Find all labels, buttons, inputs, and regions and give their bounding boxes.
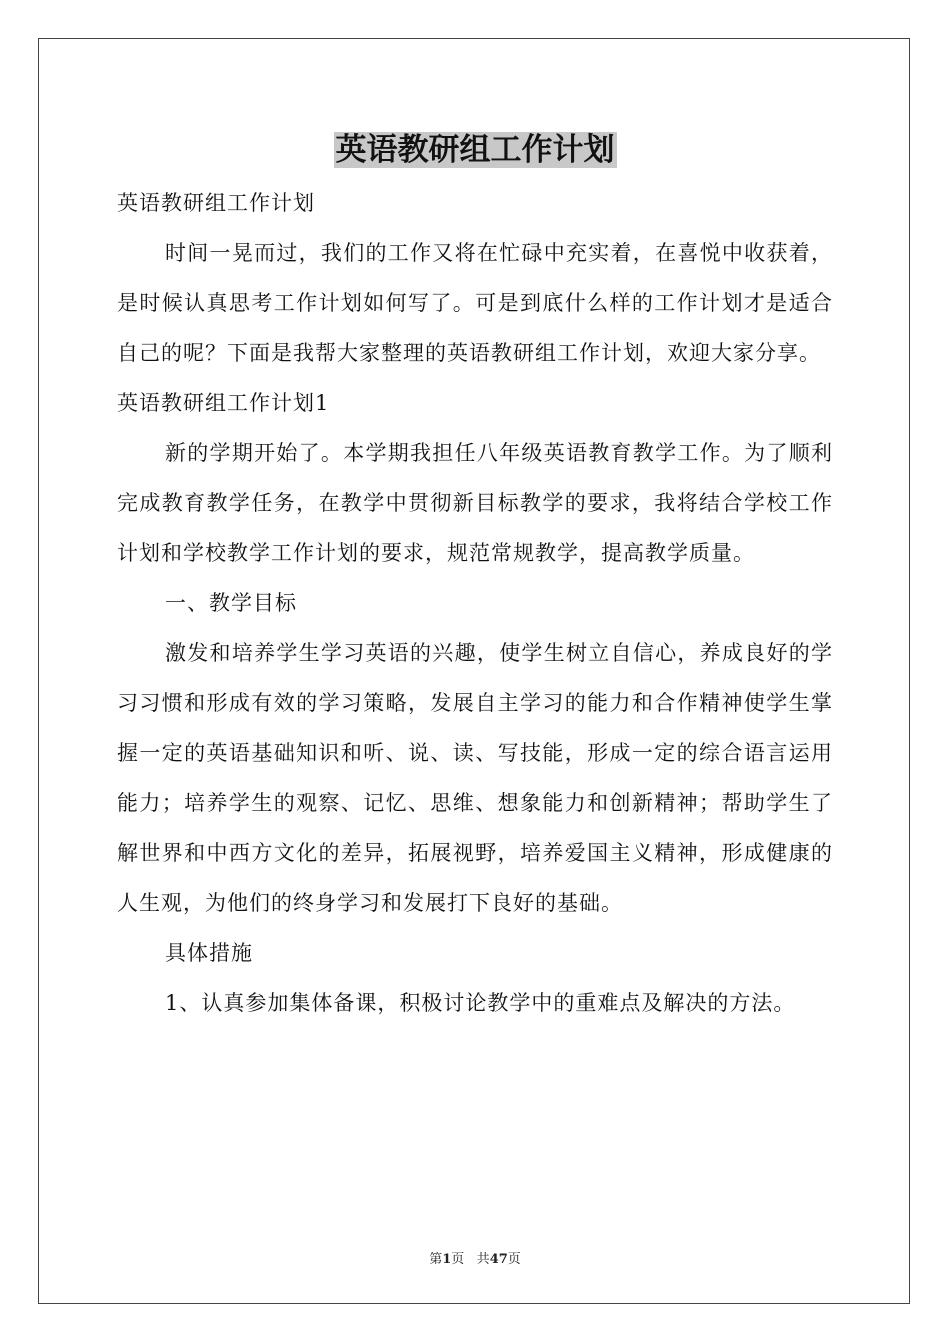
teaching-goals-heading: 一、教学目标 — [165, 591, 297, 615]
document-title — [0, 126, 950, 174]
measure-item-1: 1、认真参加集体备课，积极讨论教学中的重难点及解决的方法。 — [165, 991, 796, 1015]
footer-total-prefix: 共 — [476, 1252, 490, 1267]
intro-paragraph: 时间一晃而过，我们的工作又将在忙碌中充实着，在喜悦中收获着，是时候认真思考工作计划如何写了。可是到底什么样的工作计划才是适合自己的呢？下面是我帮大家整理的英语教研组工作计划，欢迎大家分享。 — [117, 241, 833, 365]
document-title-text: 英语教研组工作计划 — [335, 132, 615, 168]
footer-total-suffix: 页 — [507, 1252, 521, 1267]
measures-heading: 具体措施 — [165, 941, 253, 965]
footer-page-number: 1 — [442, 1252, 452, 1267]
page-footer — [0, 1248, 950, 1267]
teaching-goals-paragraph: 激发和培养学生学习英语的兴趣，使学生树立自信心，养成良好的学习习惯和形成有效的学习策略，发展自主学习的能力和合作精神使学生掌握一定的英语基础知识和听、说、读、写技能，形成一定的综合语言运用能力；培养学生的观察、记忆、思维、想象能力和创新精神；帮助学生了解世界和中西方文化的差异，拓展视野，培养爱国主义精神，形成健康的人生观，为他们的终身学习和发展打下良好的基础。 — [117, 641, 833, 915]
footer-prefix: 第 — [429, 1252, 443, 1267]
section-heading-plan-1: 英语教研组工作计划1 — [117, 391, 330, 415]
document-body — [117, 178, 833, 1028]
plan-1-paragraph: 新的学期开始了。本学期我担任八年级英语教育教学工作。为了顺利完成教育教学任务，在教学中贯彻新目标教学的要求，我将结合学校工作计划和学校教学工作计划的要求，规范常规教学，提高教学质量。 — [117, 441, 833, 565]
footer-page-suffix: 页 — [451, 1252, 465, 1267]
subtitle-line: 英语教研组工作计划 — [117, 191, 315, 215]
footer-total-pages: 47 — [489, 1252, 508, 1267]
